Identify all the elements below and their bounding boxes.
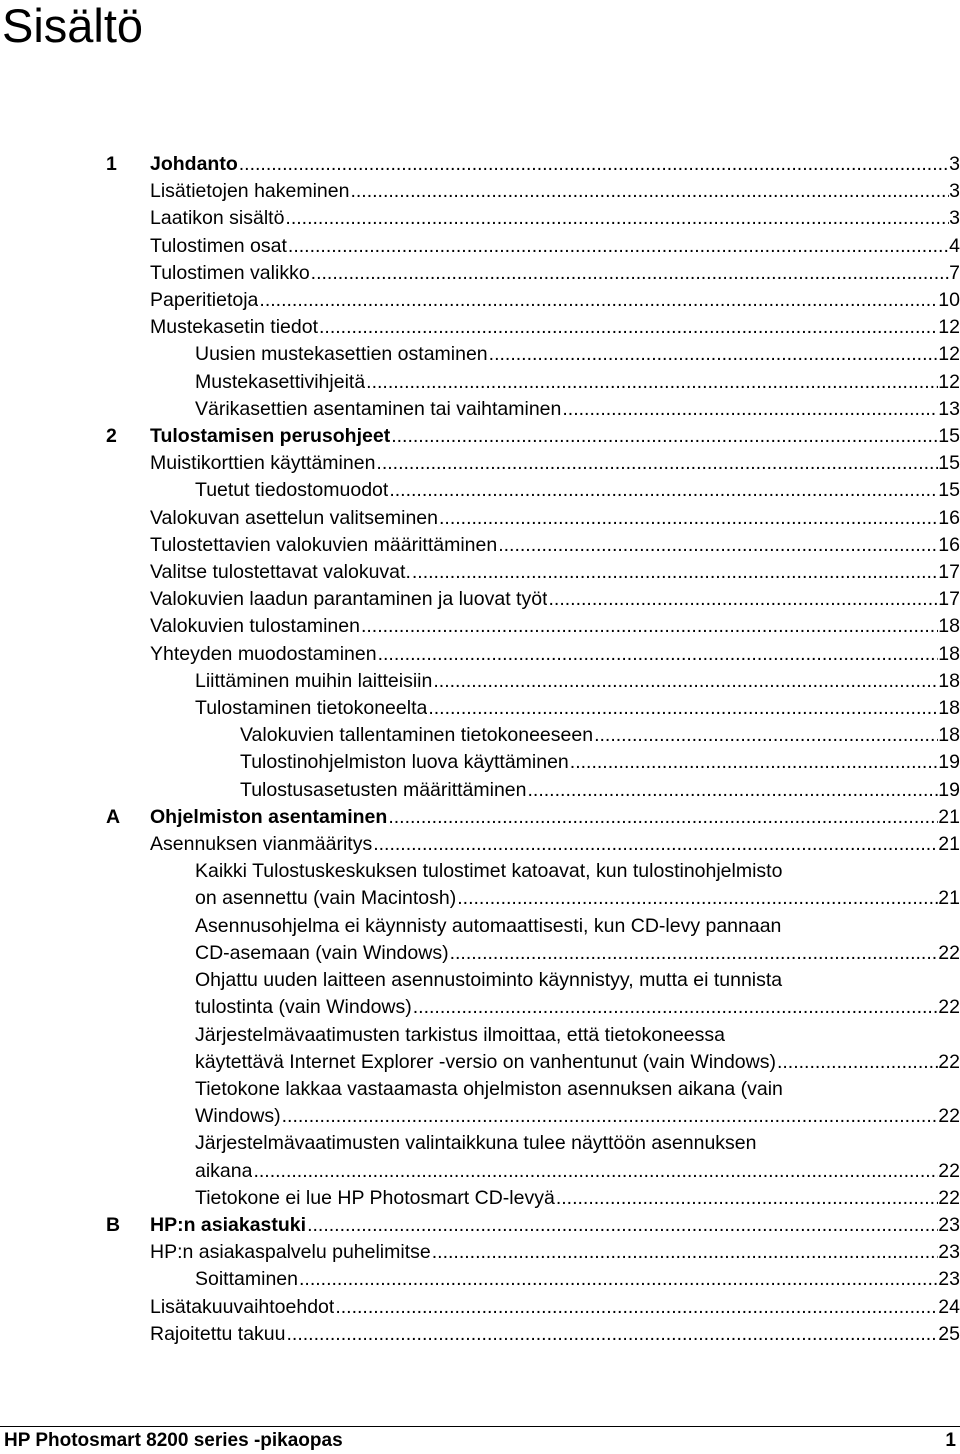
toc-entry-page: 10 [938,289,960,312]
toc-entry[interactable] [0,1185,960,1212]
toc-entry-label: aikana [195,1159,253,1182]
toc-entry[interactable] [0,178,960,205]
toc-entry-label: HP:n asiakaspalvelu puhelimitse [150,1241,431,1264]
toc-dot-leader [489,341,939,368]
toc-entry[interactable] [0,396,960,423]
toc-entry[interactable] [0,722,960,749]
toc-entry-label: tulostinta (vain Windows) [195,996,412,1019]
toc-entry-page: 18 [938,615,960,638]
toc-entry-page: 3 [949,180,960,203]
toc-entry-number: A [106,805,121,828]
toc-entry-label: Paperitietoja [150,289,259,312]
toc-entry[interactable] [0,1212,960,1239]
toc-entry[interactable] [0,1130,960,1184]
toc-entry-page: 18 [938,724,960,747]
toc-dot-leader [457,885,938,912]
toc-entry-page: 22 [938,941,960,964]
toc-entry[interactable] [0,477,960,504]
toc-entry-page: 16 [938,506,960,529]
toc-entry[interactable] [0,586,960,613]
page-title: Sisältö [2,0,144,52]
toc-entry-label: Laatikon sisältö [150,207,285,230]
table-of-contents [0,151,960,1348]
page-footer [0,1426,960,1451]
toc-entry-page: 22 [938,996,960,1019]
toc-entry-page: 7 [949,261,960,284]
toc-entry-label: Valokuvien tallentaminen tietokoneeseen [240,724,594,747]
toc-entry-page: 18 [938,669,960,692]
toc-entry-page: 12 [938,370,960,393]
toc-entry[interactable] [0,613,960,640]
toc-dot-leader [391,423,938,450]
toc-dot-leader [389,477,938,504]
toc-dot-leader [594,722,938,749]
toc-entry-label: Mustekasetin tiedot [150,316,319,339]
toc-entry-page: 23 [938,1213,960,1236]
toc-entry-page: 18 [938,697,960,720]
toc-entry-page: 16 [938,533,960,556]
toc-dot-leader [253,1158,938,1185]
toc-entry-page: 21 [938,805,960,828]
toc-dot-leader [556,1185,938,1212]
toc-dot-leader [378,641,939,668]
toc-entry-label: Windows) [195,1105,281,1128]
toc-dot-leader [439,505,938,532]
toc-entry-label: Tulostettavien valokuvien määrittäminen [150,533,498,556]
toc-entry-label: Valitse tulostettavat valokuvat. [150,561,411,584]
toc-entry-label: Rajoitettu takuu [150,1322,286,1345]
toc-dot-leader [288,233,949,260]
toc-entry-label: Tulostinohjelmiston luova käyttäminen [240,751,569,774]
toc-entry-page: 12 [938,343,960,366]
toc-entry-label: Tietokone ei lue HP Photosmart CD-levyä [195,1186,555,1209]
toc-entry[interactable] [0,804,960,831]
toc-entry-label: Liittäminen muihin laitteisiin [195,669,433,692]
toc-entry[interactable] [0,695,960,722]
toc-entry-label-line: Järjestelmävaatimusten valintaikkuna tulee näyttöön asennuksen [195,1132,757,1155]
toc-dot-leader [307,1212,938,1239]
toc-entry-page: 3 [949,153,960,175]
toc-entry-label: Tulostaminen tietokoneelta [195,697,428,720]
toc-entry[interactable] [0,505,960,532]
toc-entry-label: on asennettu (vain Macintosh) [195,887,457,910]
toc-entry[interactable] [0,314,960,341]
toc-entry[interactable] [0,151,960,178]
toc-dot-leader [311,260,949,287]
toc-entry-page: 25 [938,1322,960,1345]
toc-entry-label: Valokuvan asettelun valitseminen [150,506,438,529]
toc-entry[interactable] [0,1239,960,1266]
toc-entry-page: 18 [938,642,960,665]
footer-product-title: HP Photosmart 8200 series -pikaopas [4,1430,343,1451]
toc-entry[interactable] [0,1294,960,1321]
toc-dot-leader [528,777,939,804]
toc-entry[interactable] [0,233,960,260]
toc-entry-label: Yhteyden muodostaminen [150,642,377,665]
toc-entry[interactable] [0,369,960,396]
toc-entry[interactable] [0,1321,960,1348]
toc-entry-number: 2 [106,425,117,448]
toc-dot-leader [562,396,938,423]
toc-dot-leader [373,831,938,858]
toc-entry[interactable] [0,913,960,967]
toc-entry-label: Mustekasettivihjeitä [195,370,366,393]
toc-entry-page: 22 [938,1105,960,1128]
toc-entry-label: Ohjelmiston asentaminen [150,805,388,828]
toc-entry[interactable] [0,1266,960,1293]
toc-dot-leader [432,1239,939,1266]
footer-page-number: 1 [945,1430,956,1451]
toc-entry-page: 17 [938,588,960,611]
toc-entry-label: Muistikorttien käyttäminen [150,452,376,475]
toc-dot-leader [498,532,938,559]
toc-entry-label-line: Järjestelmävaatimusten tarkistus ilmoittaa, että tietokoneessa [195,1023,725,1046]
toc-dot-leader [428,695,938,722]
toc-entry-label: Tulostimen osat [150,234,287,257]
toc-dot-leader [412,559,938,586]
toc-entry[interactable] [0,967,960,1021]
toc-entry-label: Värikasettien asentaminen tai vaihtaminen [195,397,562,420]
toc-entry-page: 23 [938,1241,960,1264]
toc-entry-label-line: Kaikki Tulostuskeskuksen tulostimet katoavat, kun tulostinohjelmisto [195,860,783,883]
toc-entry-label: Tulostamisen perusohjeet [150,425,391,448]
toc-entry[interactable] [0,341,960,368]
toc-entry-label: CD-asemaan (vain Windows) [195,941,449,964]
toc-entry-label: Johdanto [150,153,238,175]
toc-entry-number: B [106,1213,121,1236]
toc-entry-page: 15 [938,425,960,448]
toc-dot-leader [299,1266,938,1293]
toc-dot-leader [433,668,938,695]
toc-entry-label-line: Asennusohjelma ei käynnisty automaattisesti, kun CD-levy pannaan [195,914,782,937]
toc-entry-label: Valokuvien tulostaminen [150,615,360,638]
toc-dot-leader [777,1049,938,1076]
toc-entry-label: Valokuvien laadun parantaminen ja luovat työt [150,588,548,611]
toc-dot-leader [350,178,949,205]
toc-entry[interactable] [0,749,960,776]
toc-entry-page: 19 [938,751,960,774]
toc-entry-page: 15 [938,479,960,502]
toc-dot-leader [259,287,938,314]
toc-entry[interactable] [0,450,960,477]
toc-entry-page: 24 [938,1295,960,1318]
toc-entry-page: 12 [938,316,960,339]
toc-dot-leader [376,450,938,477]
toc-entry-label: Tulostimen valikko [150,261,310,284]
toc-entry-label: Soittaminen [195,1268,298,1291]
toc-entry[interactable] [0,1076,960,1130]
toc-entry-page: 23 [938,1268,960,1291]
toc-entry[interactable] [0,423,960,450]
toc-dot-leader [361,613,938,640]
toc-entry-page: 17 [938,561,960,584]
toc-dot-leader [282,1103,939,1130]
toc-dot-leader [319,314,938,341]
toc-entry-page: 21 [938,887,960,910]
toc-entry-page: 22 [938,1050,960,1073]
toc-dot-leader [570,749,939,776]
toc-dot-leader [335,1294,938,1321]
toc-entry-label: Lisätietojen hakeminen [150,180,350,203]
toc-entry[interactable] [0,287,960,314]
toc-entry[interactable] [0,668,960,695]
toc-entry[interactable] [0,831,960,858]
toc-entry[interactable] [0,205,960,232]
toc-entry-label: Tuetut tiedostomuodot [195,479,389,502]
toc-entry-page: 22 [938,1159,960,1182]
toc-entry-page: 4 [949,234,960,257]
toc-entry-page: 21 [938,833,960,856]
toc-dot-leader [239,151,949,178]
toc-entry-page: 19 [938,778,960,801]
toc-dot-leader [450,940,939,967]
toc-entry-label: HP:n asiakastuki [150,1213,307,1236]
toc-dot-leader [413,994,939,1021]
toc-entry-page: 22 [938,1186,960,1209]
toc-entry-label-line: Tietokone lakkaa vastaamasta ohjelmiston asennuksen aikana (vain [195,1077,783,1100]
toc-entry-number: 1 [106,153,117,175]
toc-entry-page: 3 [949,207,960,230]
toc-dot-leader [388,804,938,831]
toc-entry[interactable] [0,532,960,559]
toc-entry-label: Asennuksen vianmääritys [150,833,373,856]
toc-dot-leader [285,205,949,232]
toc-dot-leader [366,369,938,396]
toc-entry[interactable] [0,641,960,668]
toc-dot-leader [287,1321,939,1348]
toc-entry[interactable] [0,858,960,912]
toc-entry-page: 15 [938,452,960,475]
toc-entry[interactable] [0,260,960,287]
toc-entry-label-line: Ohjattu uuden laitteen asennustoiminto käynnistyy, mutta ei tunnista [195,969,783,992]
toc-entry[interactable] [0,559,960,586]
toc-entry-label: Uusien mustekasettien ostaminen [195,343,488,366]
toc-dot-leader [548,586,938,613]
toc-entry[interactable] [0,1022,960,1076]
toc-entry-label: Lisätakuuvaihtoehdot [150,1295,335,1318]
toc-entry-page: 13 [938,397,960,420]
toc-entry-label: käytettävä Internet Explorer -versio on vanhentunut (vain Windows) [195,1050,776,1073]
toc-entry-label: Tulostusasetusten määrittäminen [240,778,527,801]
toc-entry[interactable] [0,777,960,804]
